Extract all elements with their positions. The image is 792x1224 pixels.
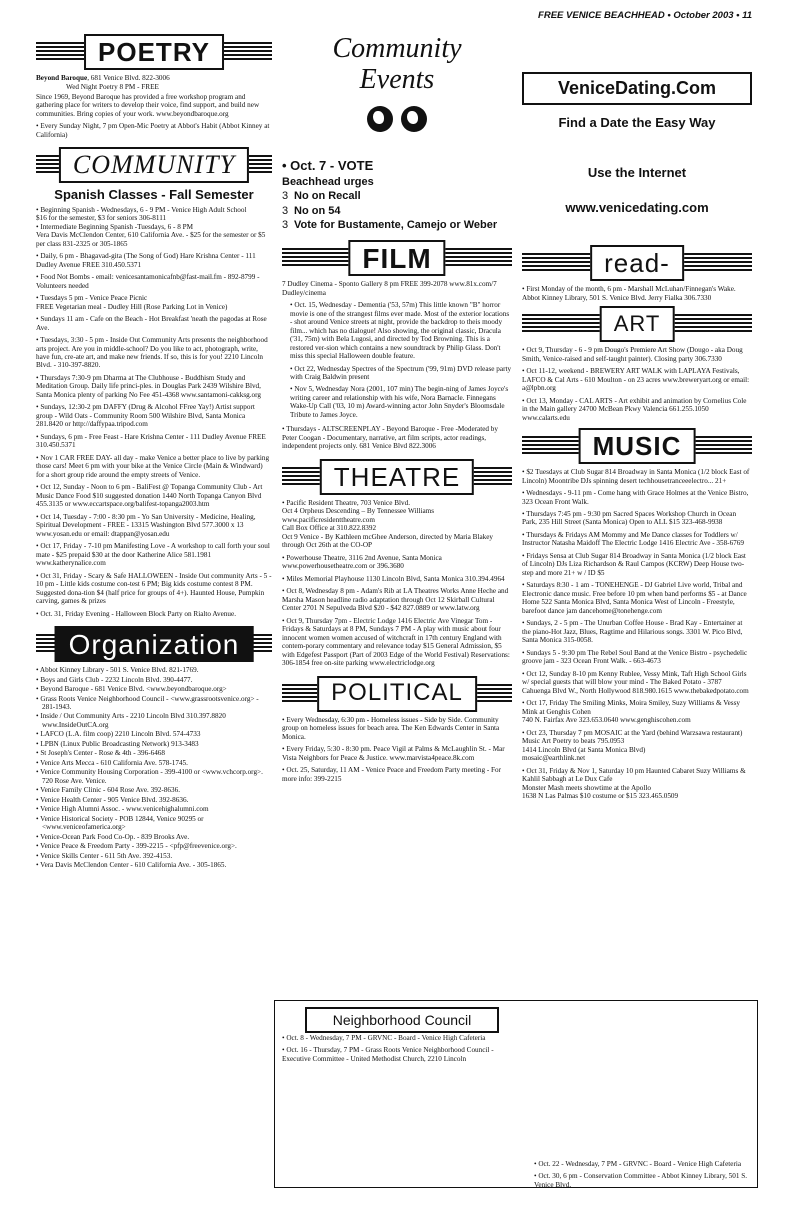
neighborhood-item: • Oct. 30, 6 pm - Conservation Committee - Abbot Kinney Library, 501 S. Venice Blvd. (534, 1172, 748, 1189)
music-item: • Oct 31, Friday & Nov 1, Saturday 10 pm Haunted Cabaret Suzy Williams & Kahlil Sabbagh at Le Dux Cafe Monster Mash meets showtime at the Apollo 1638 N Las Palmas $10 costume or $15 323.465.0509 (522, 766, 746, 801)
theatre-list (282, 499, 512, 668)
organization-item: • Venice Peace & Freedom Party - 399-2215 - <pfp@freevenice.org>. (36, 842, 237, 851)
community-item: • Tuesdays, 3:30 - 5 pm - Inside Out Community Arts presents the neighborhood arts project. Are you in middle-school? Do you like to act, photograph, write, have fun, cre-ate art, and make new friends. If so, this is for you! 2210 Lincoln Blvd. - 310-397-8820. (36, 336, 268, 370)
theatre-banner (282, 459, 512, 493)
film-list (282, 301, 512, 419)
music-item: • Wednesdays - 9-11 pm - Come hang with Grace Holmes at the Venice Bistro, 323 Ocean Front Walk. (522, 489, 749, 506)
music-item: • Sundays, 2 - 5 pm - The Unurban Coffee House - Brad Kay - Entertainer at the piano-Hot Jazz, Blues, Ragtime and Hilarious songs. 3301 W. Pico Blvd, Santa Monica 315-0058. (522, 619, 743, 645)
organization-item: • Abbot Kinney Library - 501 S. Venice Blvd. 821-1769. (36, 666, 199, 675)
political-item: • Every Wednesday, 6:30 pm - Homeless issues - Side by Side. Community group on homeless issues for beach area. The Ken Edwards Center in Santa Monica. (282, 715, 500, 741)
theatre-item: • Oct 9, Thursday 7pm - Electric Lodge 1416 Electric Ave Vinegar Tom - Fridays & Saturdays at 8 PM, Sundays 7 PM - A play with music about four innocent women women accused of witchcraft in 17th century England with contem-porary commentary and relevance today $15 General Admission, $5 with Edgefest Passport (Part of 2003 Edge of the World Festival) Reservations: 306-1854 free on-site parking www.electriclodge.org (282, 616, 510, 668)
art-item: • Oct 11-12, weekend - BREWERY ART WALK with LAPLAYA Festivals, LAFCO & Cal Arts - 610 Moulton - on 23 acres www.breweryart.org or email: a@lpbn.org (522, 367, 750, 393)
film-item: • Oct 22, Wednesday Spectres of the Spectrum ('99, 91m) DVD release party with Craig Baldwin present (290, 364, 512, 381)
right-column (522, 32, 752, 805)
music-item: • Oct 12, Sunday 8-10 pm Kenny Rublee, Vessy Mink, Taft High School Girls w/ special guests that will blow your mind - The Baked Potato - 3787 Cahuenga Blvd W., North Hollywood 818.980.1615 www.thebakedpotato.com (522, 669, 749, 695)
read-list (522, 285, 752, 302)
organization-item: • Venice Skills Center - 611 5th Ave. 392-4153. (36, 851, 173, 860)
organization-title: Organization (55, 626, 254, 662)
theatre-item: • Oct 8, Wednesday 8 pm - Adam's Rib at LA Theatres Works Anne Heche and Marsha Mason headline radio adaptation through Oct 12 Skirball Cultural Center 2701 N Sepulveda Blvd $20 - $42 827.0889 or www.latw.org (282, 587, 509, 613)
ad-logo: VeniceDating.Com (557, 78, 717, 98)
art-item: • Oct 13, Monday - CAL ARTS - Art exhibit and animation by Cornelius Cole in the Main gallery 24700 McBean Pkwy Valencia 661.255.1050 www.calarts.edu (522, 396, 747, 422)
vote-head: • Oct. 7 - VOTE (282, 158, 374, 174)
film-banner (282, 240, 512, 274)
organization-item: • Venice High Alumni Assoc. - www.venicehighalumni.com (36, 805, 209, 814)
vote-item (282, 189, 512, 203)
film-item: • Oct. 15, Wednesday - Dementia ('53, 57m) This little known "B" horror movie is one of the strangest films ever made. Most of the exterior locations - shot around Venice streets at night, provide the backdrop to theis moody film... which has no dialogue! Also showing, the original classic, Dracula ('31, 75m) with Bela Lugosi, and directed by Tod Browning. This is a restored ver-sion which contains a new soundtrack by Philip Glass. Don't miss this special Halloween double feature. (290, 301, 510, 361)
community-events-line2: Events (359, 63, 435, 95)
theatre-item: • Pacific Resident Theatre, 703 Venice Blvd. Oct 4 Orpheus Descending – By Tennessee Williams www.pacificresidenttheatre.com Call Box Office at 310.822.8392 Oct 9 Venice - By Kathleen mcGhee Anderson, directed by Maria Blakey through Oct 26th at the CO-OP (282, 498, 494, 550)
music-item: • Sundays 5 - 9:30 pm The Rebel Soul Band at the Venice Bistro - psychedelic groove jam - 323 Ocean Front Walk. - 663-4673 (522, 648, 748, 666)
political-title: POLITICAL (317, 676, 477, 712)
vote-sub: Beachhead urges (282, 175, 374, 188)
neighborhood-right (534, 1160, 752, 1193)
film-after: • Thursdays - ALTSCREENPLAY - Beyond Baroque - Free -Moderated by Peter Coogan - Documentary, narrative, art film scripts, actor readings, independent projects only. 681 Venice Blvd 822.3006 (282, 425, 498, 451)
organization-item: • Venice Historical Society - POB 12844, Venice 90295 or <www.veniceofamerica.org> (36, 814, 204, 832)
poetry-p1-body: Since 1969, Beyond Baroque has provided a free workshop program and gathering place for writers to develop their voice, find support, and build new communities. Bring copies of your work. www.beyondbaroque.org (36, 92, 260, 118)
vote-bullet: 3 (282, 190, 289, 203)
community-item: • Oct 31, Friday - Scary & Safe HALLOWEEN - Inside Out community Arts - 5 - 10 pm - Little kids costume con-test 6 PM; Big kids costume contest 8 PM. Suggested dona-tion $4 (half price for groups of 4+). Haunted House, Pumpkin carving, games & prizes (36, 571, 272, 606)
globe-icon (401, 106, 427, 132)
vote-item (282, 204, 512, 218)
ad-url[interactable]: www.venicedating.com (565, 199, 709, 215)
globe-icon (367, 106, 393, 132)
read-banner (522, 245, 752, 279)
music-item: • Fridays Sensa at Club Sugar 814 Broadway in Santa Monica (1/2 block East of Lincoln) DJs Liza Richardson & Raul Campos (KCRW) Deep House two-step and more 21+ w / ID $5 (522, 551, 746, 577)
community-item: • Oct. 31, Friday Evening - Halloween Block Party on Rialto Avenue. (36, 609, 236, 618)
middle-column (282, 30, 512, 787)
community-item: • Oct 17, Friday - 7-10 pm Manifesting Love - A workshop to call forth your soul mate - $25 prepaid $30 at the door Katherine Alice 581.1981 www.katherynalice.com (36, 542, 270, 568)
organization-item: • Boys and Girls Club - 2232 Lincoln Blvd. 390-4477. (36, 675, 193, 684)
organization-item: • Venice Family Clinic - 604 Rose Ave. 392-8636. (36, 786, 180, 795)
neighborhood-item: • Oct. 8 - Wednesday, 7 PM - GRVNC - Board - Venice High Cafeteria (282, 1034, 486, 1042)
neighborhood-title-plate (305, 1007, 499, 1033)
theatre-item: • Miles Memorial Playhouse 1130 Lincoln Blvd, Santa Monica 310.394.4964 (282, 574, 505, 583)
organization-item: • Inside / Out Community Arts - 2210 Lincoln Blvd 310.397.8820 www.InsideOutCA.org (36, 712, 226, 729)
film-title: FILM (348, 240, 445, 276)
neighborhood-left (282, 1034, 512, 1067)
ad-use: Use the Internet (587, 164, 687, 180)
page-header (508, 10, 752, 21)
vote-item-label: Vote for Bustamente, Camejo or Weber (294, 218, 498, 231)
art-item: • Oct 9, Thursday - 6 - 9 pm Dougo's Premiere Art Show (Dougo - aka Doug Smith, Venice-raised and self-taught painter). Closing party 306.7330 (522, 346, 743, 363)
read-title: read- (590, 245, 684, 281)
music-title: MUSIC (579, 428, 696, 464)
ad-venicedating (522, 72, 752, 215)
political-banner (282, 676, 512, 710)
organization-item: • LPBN (Linux Public Broadcasting Network) 913-3483 (36, 739, 199, 748)
music-item: • Saturdays 8:30 - 1 am - TONEHENGE - DJ Gabriel Live world, Tribal and Electronic dance music. Free before 10 pm when band performs $5 - at Dance Home 522 Santa Monica Blvd, Santa Monica West of Lincoln - Freestyle, barefoot dance jam dancehome@tonehenge.com (522, 581, 747, 615)
music-banner (522, 428, 752, 462)
spanish-classes: • Beginning Spanish - Wednesdays, 6 - 9 PM - Venice High Adult School $16 for the semester, $3 for seniors 306-8111 • Intermediate Beginning Spanish -Tuesdays, 6 - 8 PM Vera Davis McClendon Center, 610 California Ave. - $25 for the semester or $5 per class 831-2325 or 305-1865 (36, 205, 266, 248)
community-item: • Thursdays 7:30-9 pm Dharma at The Clubhouse - Buddhism Study and Meditation Group. Daily life princi-ples. in Douglas Park 2439 Wilshire Blvd, Santa Monica plenty of parking No Fee 451-4368 www.santamoni-cakksg.org (36, 373, 261, 399)
vote-bullet: 3 (282, 218, 289, 231)
community-title: COMMUNITY (59, 147, 249, 183)
poetry-p2: • Every Sunday Night, 7 pm Open-Mic Poetry at Abbot's Habit (Abbot Kinney at California) (36, 122, 270, 139)
ad-tagline: Find a Date the Easy Way (558, 115, 716, 131)
music-item: • Oct 23, Thursday 7 pm MOSAIC at the Yard (behind Warzsawa restaurant) Music Art Poetry to beats 795.0953 1414 Lincoln Blvd (at Santa Monica Blvd) mosaic@earthlink.net (522, 728, 743, 763)
header-line: FREE VENICE BEACHHEAD • October 2003 • 11 (538, 10, 752, 21)
poetry-p1-line2: Wed Night Poetry 8 PM - FREE (66, 83, 159, 92)
community-events-line1: Community (332, 33, 462, 64)
organization-item: • Venice Arts Mecca - 610 California Ave. 578-1745. (36, 758, 188, 767)
music-list (522, 468, 752, 800)
read-item: • First Monday of the month, 6 pm - Marshall McLuhan/Finnegan's Wake. Abbot Kinney Library, 501 S. Venice Blvd. Jerry Fialka 306.7330 (522, 285, 736, 302)
organization-item: • Venice Health Center - 905 Venice Blvd. 392-8636. (36, 795, 189, 804)
community-item: • Tuesdays 5 pm - Venice Peace Picnic FREE Vegetarian meal - Dudley Hill (Rose Parking Lot in Venice) (36, 294, 228, 311)
organization-item: • Venice-Ocean Park Food Co-Op. - 839 Brooks Ave. (36, 832, 190, 841)
neighborhood-item: • Oct. 22 - Wednesday, 7 PM - GRVNC - Board - Venice High Cafeteria (534, 1160, 742, 1168)
community-list (36, 252, 272, 618)
vote-bullet: 3 (282, 204, 289, 217)
theatre-item: • Powerhouse Theatre, 3116 2nd Avenue, Santa Monica www.powerhousetheatre.com or 396.3680 (282, 553, 442, 571)
globes (282, 106, 512, 134)
organization-item: • Grass Roots Venice Neighborhood Council - <www.grassrootsvenice.org> - 281-1943. (36, 694, 259, 711)
film-intro: 7 Dudley Cinema - Sponto Gallery 8 pm FREE 399-2078 www.81x.com/7 Dudley/cinema (282, 280, 497, 297)
community-item: • Nov 1 CAR FREE DAY- all day - make Venice a better place to live by parking those cars! Meet 6 pm with your bike at the Venice Circle (Main & Windward) for a short group ride around the empty streets of Venice. (36, 453, 270, 479)
art-banner (522, 306, 752, 340)
political-list (282, 716, 512, 783)
vote-item (282, 218, 512, 232)
community-item: • Sundays 11 am - Cafe on the Beach - Hot Breakfast 'neath the pagodas at Rose Ave. (36, 315, 267, 332)
political-item: • Oct. 25, Saturday, 11 AM - Venice Peace and Freedom Party meeting - For more info: 399-2215 (282, 766, 502, 783)
vote-item-label: No on 54 (294, 204, 341, 217)
community-item: • Oct 12, Sunday - Noon to 6 pm - BaliFest @ Topanga Community Club - Art Music Dance Food $10 suggested donation 1440 North Topanga Canyon Blvd 455.3135 or www.eccartspace.org/balifest-topanga2003.htm (36, 483, 263, 509)
left-column (36, 30, 272, 871)
poetry-p1: Beyond Baroque, 681 Venice Blvd. 822-3006 (36, 74, 170, 82)
music-item: • Oct 17, Friday The Smiling Minks, Moira Smiley, Suzy Williams & Vessy Mink at Genghis Cohen 740 N. Fairfax Ave 323.653.0640 www.genghiscohen.com (522, 699, 740, 725)
community-item: • Sundays, 12:30-2 pm DAFFY (Drug & Alcohol FFree Yay!) Artist support group - Wild Oats - Community Room 500 Wilshire Blvd, Santa Monica 281.8420 or http://daffypaa.tripod.com (36, 403, 255, 429)
art-title: ART (600, 306, 675, 342)
music-item: • Thursdays & Fridays AM Mommy and Me Dance classes for Toddlers w/ Instructor Natasha Maidoff The Electric Lodge 1416 Electric Ave - 358-6769 (522, 530, 744, 548)
art-list (522, 346, 752, 422)
community-banner (36, 147, 272, 181)
music-item: • Thursdays 7:45 pm - 9:30 pm Sacred Spaces Workshop Church in Ocean Park, 235 Hill Street (Santa Monica) Open to ALL $15 323-468-9938 (522, 510, 737, 527)
organization-item: • St Joseph's Center - Rose & 4th - 396-6468 (36, 749, 165, 758)
music-item: • $2 Tuesdays at Club Sugar 814 Broadway in Santa Monica (1/2 block East of Lincoln) Moontribe DJs spinning desert techhousetranceeelectro... 21+ (522, 468, 750, 485)
community-item: • Food Not Bombs - email: venicesantamonicafnb@fast-mail.fm - 892-8799 - Volunteers needed (36, 273, 260, 290)
organization-item: • LAFCO (L.A. film coop) 2210 Lincoln Blvd. 574-4733 (36, 730, 201, 739)
organization-list (36, 666, 272, 870)
organization-item: • Beyond Baroque - 681 Venice Blvd. <www.beyondbaroque.org> (36, 685, 227, 694)
political-item: • Every Friday, 5:30 - 8:30 pm. Peace Vigil at Palms & McLaughlin St. - Mar Vista Neighbors for Peace & Justice. www.marvista4peace.8k.com (282, 745, 505, 762)
organization-banner (36, 626, 272, 660)
neighborhood-title: Neighborhood Council (332, 1011, 472, 1028)
community-item: • Sundays, 6 pm - Free Feast - Hare Krishna Center - 111 Dudley Avenue FREE 310.450.5371 (36, 432, 266, 450)
community-item: • Oct 14, Tuesday - 7:00 - 8:30 pm - Yo San University - Medicine, Healing, Spiritual Development - FREE - 13315 Washington Blvd 577.3000 x 13 www.yosan.edu or email: dtappan@yosan.edu (36, 512, 256, 538)
poetry-title: POETRY (84, 34, 224, 70)
vote-item-label: No on Recall (294, 190, 361, 203)
ad-logo-box (522, 72, 752, 105)
poetry-banner (36, 34, 272, 68)
neighborhood-item: • Oct. 16 - Thursday, 7 PM - Grass Roots Venice Neighborhood Council - Executive Committee - United Methodist Church, 2210 Lincoln (282, 1046, 494, 1063)
theatre-title: THEATRE (320, 459, 474, 495)
community-item: • Daily, 6 pm - Bhagavad-gita (The Song of God) Hare Krishna Center - 111 Dudley Avenue FREE 310.450.5371 (36, 252, 256, 269)
community-events-title (282, 34, 512, 96)
spanish-classes-head: Spanish Classes - Fall Semester (54, 187, 254, 203)
vote-items (282, 189, 512, 232)
vote-box (282, 158, 512, 232)
organization-item: • Venice Community Housing Corporation - 399-4100 or <www.vchcorp.org>. 720 Rose Ave. Venice. (36, 768, 263, 785)
organization-item: • Vera Davis McClendon Center - 610 California Ave. - 305-1865. (36, 861, 227, 870)
film-item: • Nov 5, Wednesday Nora (2001, 107 min) The begin-ning of James Joyce's writing career and relationship with his wife, Nora Barnacle. Finnegans Wake-Up Call ('03, 10 m) Award-winning actor John Snyder's Bloomsdale Tribute to James Joyce. (290, 385, 509, 419)
